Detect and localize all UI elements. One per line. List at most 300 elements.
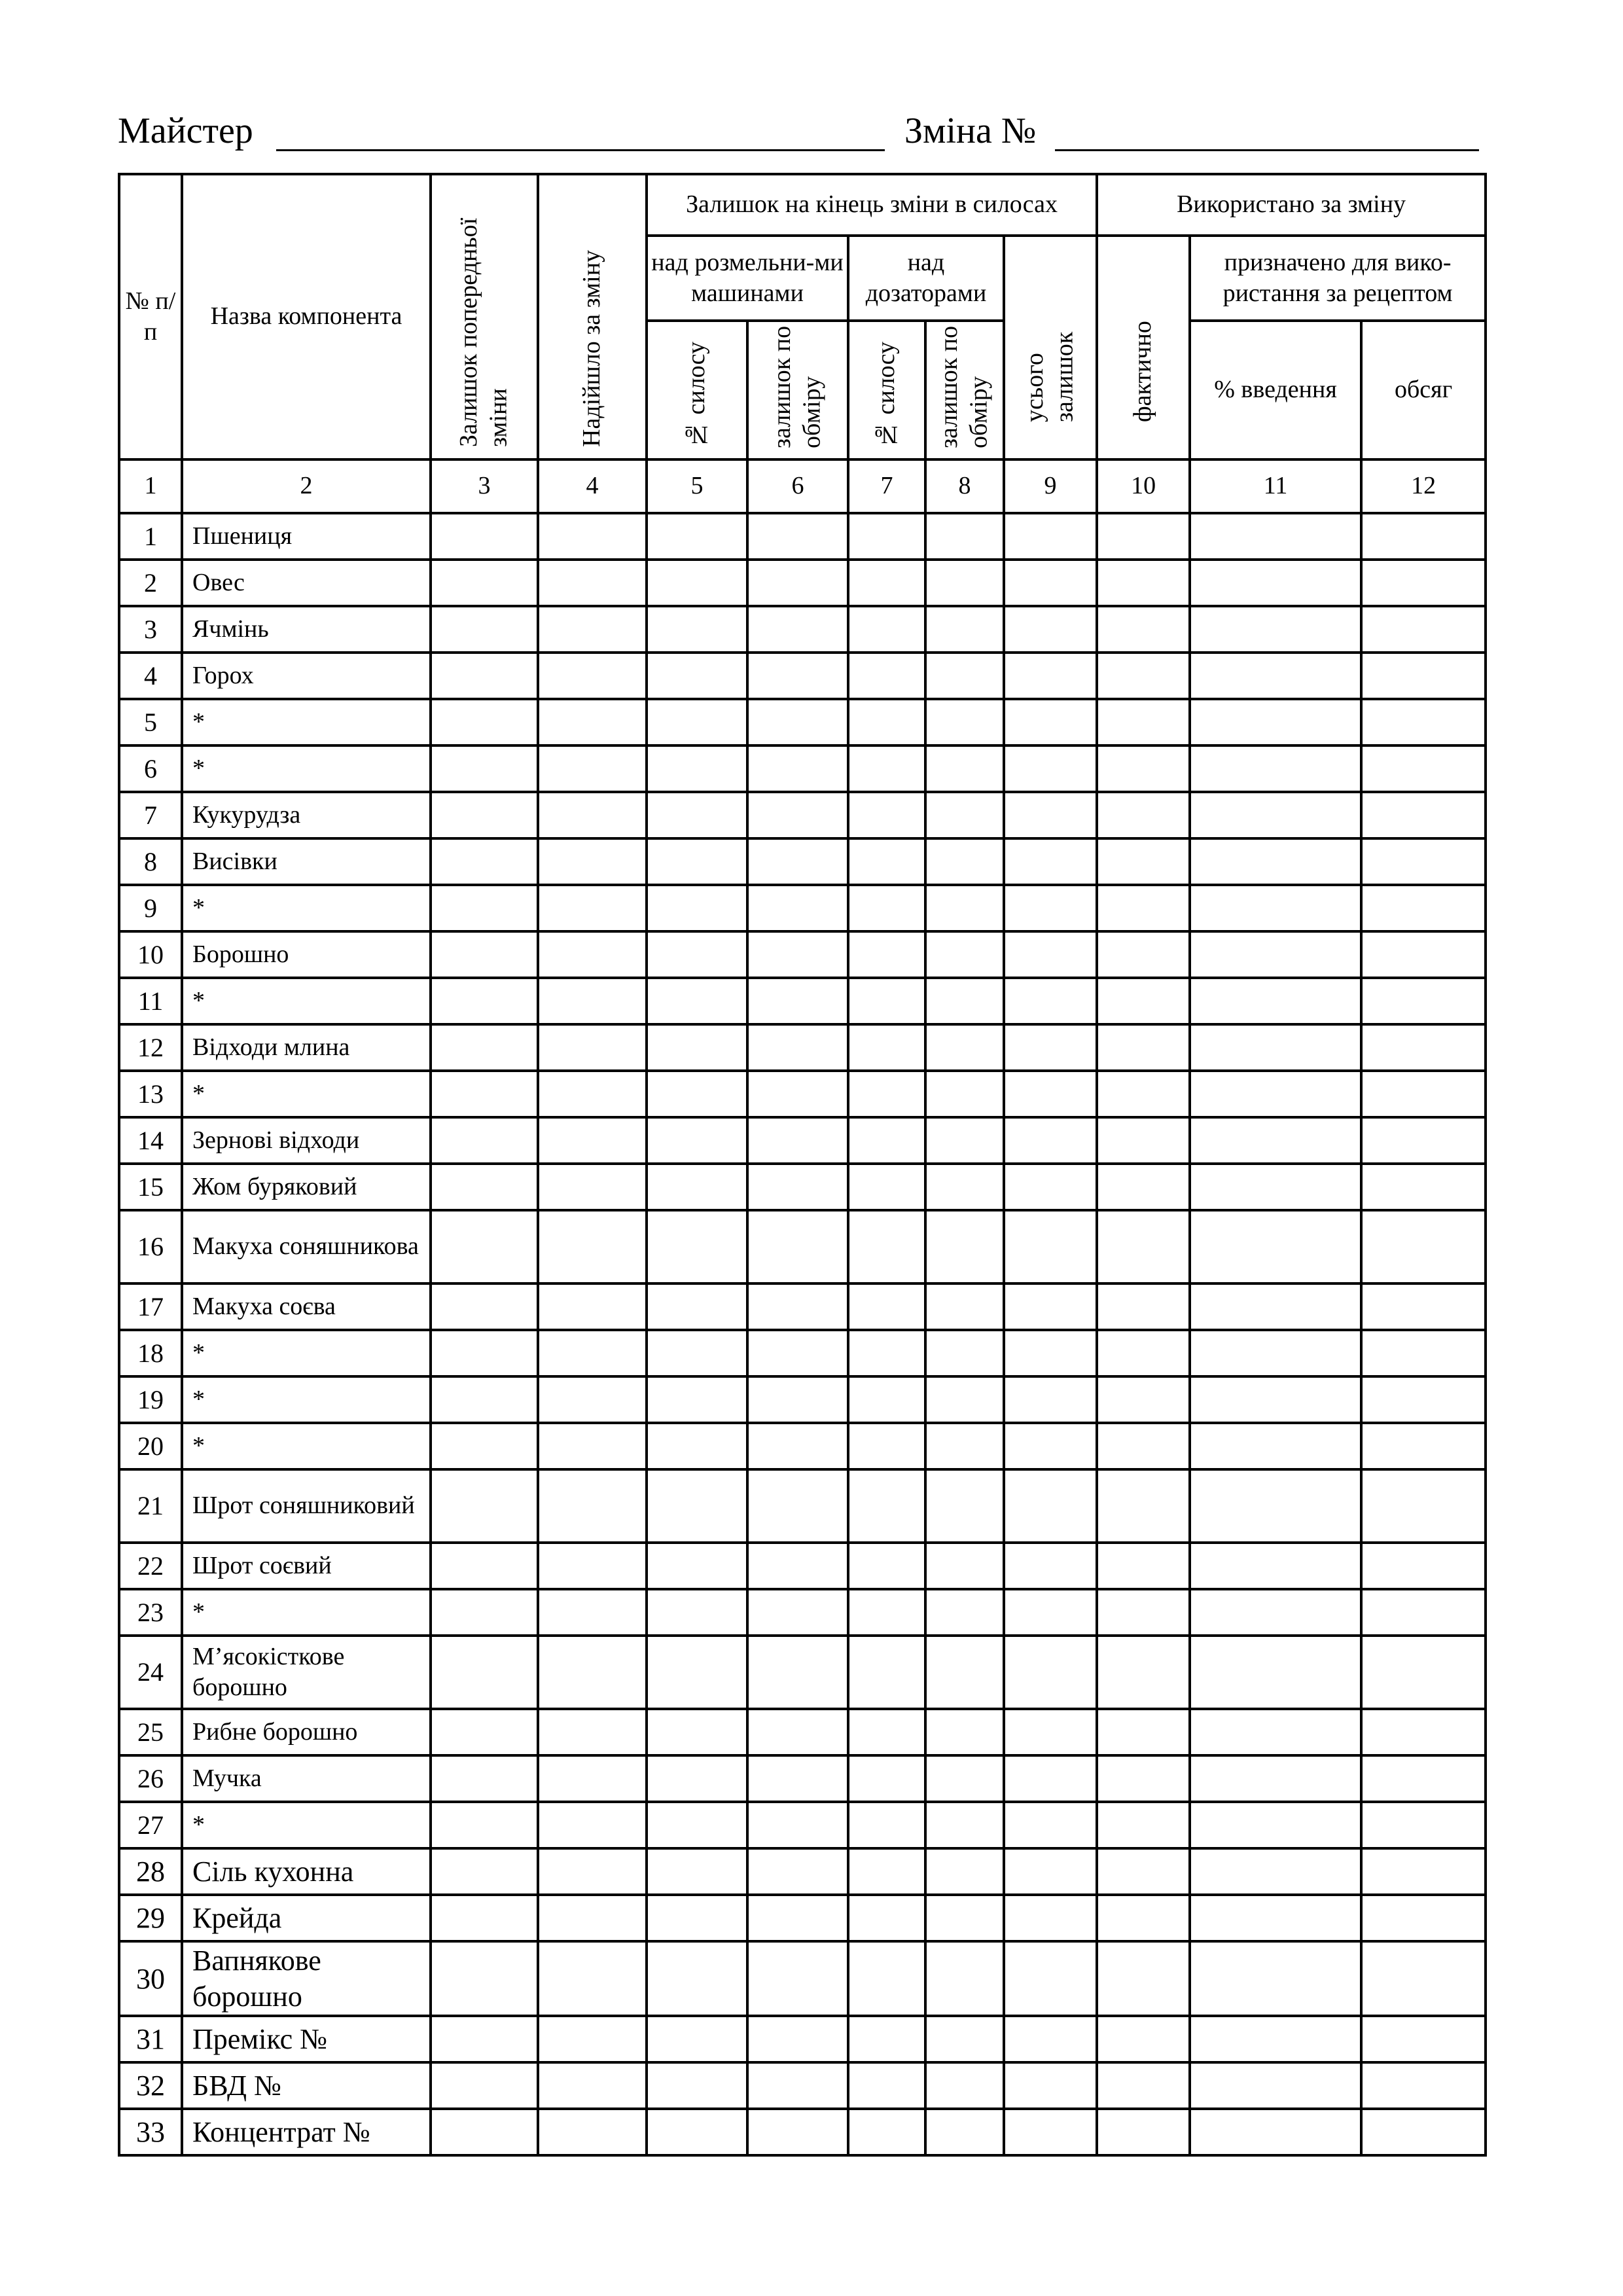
entry-cell[interactable] bbox=[1004, 1024, 1097, 1071]
entry-cell[interactable] bbox=[1097, 1848, 1190, 1895]
entry-cell[interactable] bbox=[925, 1071, 1004, 1117]
entry-cell[interactable] bbox=[538, 1543, 647, 1589]
entry-cell[interactable] bbox=[1361, 1423, 1486, 1469]
entry-cell[interactable] bbox=[1361, 1709, 1486, 1755]
entry-cell[interactable] bbox=[647, 1024, 747, 1071]
entry-cell[interactable] bbox=[1361, 2109, 1486, 2155]
entry-cell[interactable] bbox=[1190, 1330, 1361, 1376]
entry-cell[interactable] bbox=[1097, 745, 1190, 792]
entry-cell[interactable] bbox=[538, 1330, 647, 1376]
entry-cell[interactable] bbox=[1004, 1895, 1097, 1941]
entry-cell[interactable] bbox=[1190, 1895, 1361, 1941]
entry-cell[interactable] bbox=[1190, 838, 1361, 885]
entry-cell[interactable] bbox=[1004, 1376, 1097, 1423]
entry-cell[interactable] bbox=[925, 1164, 1004, 1210]
entry-cell[interactable] bbox=[1361, 792, 1486, 838]
entry-cell[interactable] bbox=[538, 1755, 647, 1802]
entry-cell[interactable] bbox=[647, 1636, 747, 1709]
master-name-field[interactable] bbox=[276, 149, 885, 151]
entry-cell[interactable] bbox=[848, 792, 925, 838]
entry-cell[interactable] bbox=[1097, 1636, 1190, 1709]
entry-cell[interactable] bbox=[1004, 1848, 1097, 1895]
entry-cell[interactable] bbox=[747, 931, 848, 978]
entry-cell[interactable] bbox=[647, 1283, 747, 1330]
entry-cell[interactable] bbox=[538, 653, 647, 699]
entry-cell[interactable] bbox=[1361, 1755, 1486, 1802]
entry-cell[interactable] bbox=[747, 1071, 848, 1117]
entry-cell[interactable] bbox=[647, 1543, 747, 1589]
entry-cell[interactable] bbox=[431, 1589, 538, 1636]
entry-cell[interactable] bbox=[647, 1895, 747, 1941]
entry-cell[interactable] bbox=[1190, 1802, 1361, 1848]
entry-cell[interactable] bbox=[431, 1636, 538, 1709]
entry-cell[interactable] bbox=[848, 2062, 925, 2109]
entry-cell[interactable] bbox=[848, 1636, 925, 1709]
entry-cell[interactable] bbox=[647, 1469, 747, 1543]
entry-cell[interactable] bbox=[925, 1755, 1004, 1802]
entry-cell[interactable] bbox=[1097, 606, 1190, 653]
entry-cell[interactable] bbox=[431, 1469, 538, 1543]
entry-cell[interactable] bbox=[1190, 1117, 1361, 1164]
entry-cell[interactable] bbox=[1361, 745, 1486, 792]
entry-cell[interactable] bbox=[747, 699, 848, 745]
entry-cell[interactable] bbox=[925, 978, 1004, 1024]
entry-cell[interactable] bbox=[925, 1210, 1004, 1283]
entry-cell[interactable] bbox=[1361, 1636, 1486, 1709]
entry-cell[interactable] bbox=[925, 931, 1004, 978]
entry-cell[interactable] bbox=[431, 653, 538, 699]
entry-cell[interactable] bbox=[1004, 606, 1097, 653]
entry-cell[interactable] bbox=[848, 931, 925, 978]
entry-cell[interactable] bbox=[1004, 1941, 1097, 2016]
entry-cell[interactable] bbox=[431, 978, 538, 1024]
entry-cell[interactable] bbox=[925, 1543, 1004, 1589]
entry-cell[interactable] bbox=[1190, 1589, 1361, 1636]
entry-cell[interactable] bbox=[1190, 1423, 1361, 1469]
entry-cell[interactable] bbox=[1190, 2109, 1361, 2155]
entry-cell[interactable] bbox=[848, 1895, 925, 1941]
entry-cell[interactable] bbox=[538, 838, 647, 885]
entry-cell[interactable] bbox=[431, 931, 538, 978]
entry-cell[interactable] bbox=[1097, 1210, 1190, 1283]
entry-cell[interactable] bbox=[1004, 1636, 1097, 1709]
entry-cell[interactable] bbox=[1097, 1895, 1190, 1941]
entry-cell[interactable] bbox=[1190, 1469, 1361, 1543]
entry-cell[interactable] bbox=[538, 1283, 647, 1330]
entry-cell[interactable] bbox=[747, 606, 848, 653]
entry-cell[interactable] bbox=[538, 1589, 647, 1636]
entry-cell[interactable] bbox=[647, 931, 747, 978]
entry-cell[interactable] bbox=[1004, 1802, 1097, 1848]
entry-cell[interactable] bbox=[431, 2016, 538, 2062]
entry-cell[interactable] bbox=[1097, 1589, 1190, 1636]
entry-cell[interactable] bbox=[1190, 1941, 1361, 2016]
entry-cell[interactable] bbox=[925, 1941, 1004, 2016]
entry-cell[interactable] bbox=[431, 1848, 538, 1895]
entry-cell[interactable] bbox=[747, 1848, 848, 1895]
entry-cell[interactable] bbox=[431, 1283, 538, 1330]
entry-cell[interactable] bbox=[1004, 560, 1097, 606]
entry-cell[interactable] bbox=[925, 2062, 1004, 2109]
entry-cell[interactable] bbox=[647, 978, 747, 1024]
entry-cell[interactable] bbox=[538, 1071, 647, 1117]
entry-cell[interactable] bbox=[925, 1117, 1004, 1164]
entry-cell[interactable] bbox=[1361, 838, 1486, 885]
entry-cell[interactable] bbox=[747, 978, 848, 1024]
entry-cell[interactable] bbox=[925, 699, 1004, 745]
entry-cell[interactable] bbox=[747, 2016, 848, 2062]
entry-cell[interactable] bbox=[1361, 699, 1486, 745]
entry-cell[interactable] bbox=[848, 1283, 925, 1330]
entry-cell[interactable] bbox=[747, 1636, 848, 1709]
entry-cell[interactable] bbox=[1004, 931, 1097, 978]
entry-cell[interactable] bbox=[431, 1330, 538, 1376]
entry-cell[interactable] bbox=[1361, 1024, 1486, 1071]
entry-cell[interactable] bbox=[431, 1210, 538, 1283]
entry-cell[interactable] bbox=[925, 1589, 1004, 1636]
entry-cell[interactable] bbox=[747, 1024, 848, 1071]
entry-cell[interactable] bbox=[925, 1330, 1004, 1376]
entry-cell[interactable] bbox=[747, 2062, 848, 2109]
entry-cell[interactable] bbox=[538, 1423, 647, 1469]
entry-cell[interactable] bbox=[747, 745, 848, 792]
entry-cell[interactable] bbox=[538, 2062, 647, 2109]
entry-cell[interactable] bbox=[925, 606, 1004, 653]
entry-cell[interactable] bbox=[647, 560, 747, 606]
entry-cell[interactable] bbox=[647, 2016, 747, 2062]
entry-cell[interactable] bbox=[1097, 978, 1190, 1024]
entry-cell[interactable] bbox=[747, 1709, 848, 1755]
entry-cell[interactable] bbox=[848, 838, 925, 885]
entry-cell[interactable] bbox=[1097, 1376, 1190, 1423]
entry-cell[interactable] bbox=[1097, 1543, 1190, 1589]
entry-cell[interactable] bbox=[647, 1376, 747, 1423]
entry-cell[interactable] bbox=[1004, 1210, 1097, 1283]
entry-cell[interactable] bbox=[848, 560, 925, 606]
entry-cell[interactable] bbox=[647, 838, 747, 885]
entry-cell[interactable] bbox=[538, 745, 647, 792]
entry-cell[interactable] bbox=[538, 699, 647, 745]
entry-cell[interactable] bbox=[647, 1071, 747, 1117]
entry-cell[interactable] bbox=[747, 1423, 848, 1469]
entry-cell[interactable] bbox=[431, 1376, 538, 1423]
entry-cell[interactable] bbox=[747, 1469, 848, 1543]
entry-cell[interactable] bbox=[848, 1071, 925, 1117]
entry-cell[interactable] bbox=[848, 1802, 925, 1848]
entry-cell[interactable] bbox=[538, 560, 647, 606]
entry-cell[interactable] bbox=[1190, 606, 1361, 653]
entry-cell[interactable] bbox=[1004, 1543, 1097, 1589]
entry-cell[interactable] bbox=[1361, 1164, 1486, 1210]
entry-cell[interactable] bbox=[925, 513, 1004, 560]
entry-cell[interactable] bbox=[431, 1117, 538, 1164]
entry-cell[interactable] bbox=[538, 1024, 647, 1071]
entry-cell[interactable] bbox=[1097, 699, 1190, 745]
entry-cell[interactable] bbox=[1190, 1164, 1361, 1210]
entry-cell[interactable] bbox=[1190, 1755, 1361, 1802]
entry-cell[interactable] bbox=[848, 606, 925, 653]
entry-cell[interactable] bbox=[431, 745, 538, 792]
entry-cell[interactable] bbox=[848, 699, 925, 745]
entry-cell[interactable] bbox=[1097, 2016, 1190, 2062]
entry-cell[interactable] bbox=[431, 2062, 538, 2109]
entry-cell[interactable] bbox=[848, 978, 925, 1024]
entry-cell[interactable] bbox=[747, 885, 848, 931]
entry-cell[interactable] bbox=[1004, 885, 1097, 931]
entry-cell[interactable] bbox=[925, 1376, 1004, 1423]
entry-cell[interactable] bbox=[1004, 1071, 1097, 1117]
entry-cell[interactable] bbox=[848, 1848, 925, 1895]
entry-cell[interactable] bbox=[1361, 1802, 1486, 1848]
entry-cell[interactable] bbox=[747, 1895, 848, 1941]
entry-cell[interactable] bbox=[1004, 745, 1097, 792]
entry-cell[interactable] bbox=[1190, 792, 1361, 838]
entry-cell[interactable] bbox=[538, 1848, 647, 1895]
entry-cell[interactable] bbox=[848, 1709, 925, 1755]
entry-cell[interactable] bbox=[1004, 792, 1097, 838]
entry-cell[interactable] bbox=[925, 1469, 1004, 1543]
entry-cell[interactable] bbox=[1361, 653, 1486, 699]
entry-cell[interactable] bbox=[1190, 1543, 1361, 1589]
entry-cell[interactable] bbox=[1004, 1589, 1097, 1636]
entry-cell[interactable] bbox=[747, 838, 848, 885]
entry-cell[interactable] bbox=[1361, 931, 1486, 978]
entry-cell[interactable] bbox=[848, 1164, 925, 1210]
entry-cell[interactable] bbox=[1097, 560, 1190, 606]
entry-cell[interactable] bbox=[647, 1755, 747, 1802]
entry-cell[interactable] bbox=[1361, 1071, 1486, 1117]
entry-cell[interactable] bbox=[647, 1423, 747, 1469]
entry-cell[interactable] bbox=[747, 1376, 848, 1423]
entry-cell[interactable] bbox=[925, 1802, 1004, 1848]
entry-cell[interactable] bbox=[538, 931, 647, 978]
entry-cell[interactable] bbox=[848, 1376, 925, 1423]
entry-cell[interactable] bbox=[1004, 1283, 1097, 1330]
entry-cell[interactable] bbox=[1097, 653, 1190, 699]
entry-cell[interactable] bbox=[431, 2109, 538, 2155]
entry-cell[interactable] bbox=[848, 513, 925, 560]
entry-cell[interactable] bbox=[925, 2109, 1004, 2155]
entry-cell[interactable] bbox=[747, 513, 848, 560]
entry-cell[interactable] bbox=[1097, 1117, 1190, 1164]
entry-cell[interactable] bbox=[1004, 1709, 1097, 1755]
entry-cell[interactable] bbox=[1004, 1164, 1097, 1210]
entry-cell[interactable] bbox=[925, 1709, 1004, 1755]
shift-number-field[interactable] bbox=[1055, 149, 1479, 151]
entry-cell[interactable] bbox=[647, 1848, 747, 1895]
entry-cell[interactable] bbox=[848, 1423, 925, 1469]
entry-cell[interactable] bbox=[848, 653, 925, 699]
entry-cell[interactable] bbox=[925, 2016, 1004, 2062]
entry-cell[interactable] bbox=[747, 653, 848, 699]
entry-cell[interactable] bbox=[431, 1941, 538, 2016]
entry-cell[interactable] bbox=[431, 1164, 538, 1210]
entry-cell[interactable] bbox=[925, 792, 1004, 838]
entry-cell[interactable] bbox=[647, 513, 747, 560]
entry-cell[interactable] bbox=[431, 1709, 538, 1755]
entry-cell[interactable] bbox=[747, 1755, 848, 1802]
entry-cell[interactable] bbox=[431, 885, 538, 931]
entry-cell[interactable] bbox=[1190, 2062, 1361, 2109]
entry-cell[interactable] bbox=[747, 1802, 848, 1848]
entry-cell[interactable] bbox=[647, 1164, 747, 1210]
entry-cell[interactable] bbox=[1004, 653, 1097, 699]
entry-cell[interactable] bbox=[747, 1941, 848, 2016]
entry-cell[interactable] bbox=[1097, 2062, 1190, 2109]
entry-cell[interactable] bbox=[538, 1802, 647, 1848]
entry-cell[interactable] bbox=[1004, 2109, 1097, 2155]
entry-cell[interactable] bbox=[747, 1330, 848, 1376]
entry-cell[interactable] bbox=[647, 1589, 747, 1636]
entry-cell[interactable] bbox=[1004, 1469, 1097, 1543]
entry-cell[interactable] bbox=[1190, 2016, 1361, 2062]
entry-cell[interactable] bbox=[848, 1024, 925, 1071]
entry-cell[interactable] bbox=[1097, 931, 1190, 978]
entry-cell[interactable] bbox=[1190, 1283, 1361, 1330]
entry-cell[interactable] bbox=[431, 1895, 538, 1941]
entry-cell[interactable] bbox=[1190, 1376, 1361, 1423]
entry-cell[interactable] bbox=[1190, 885, 1361, 931]
entry-cell[interactable] bbox=[538, 978, 647, 1024]
entry-cell[interactable] bbox=[538, 513, 647, 560]
entry-cell[interactable] bbox=[1097, 1469, 1190, 1543]
entry-cell[interactable] bbox=[431, 606, 538, 653]
entry-cell[interactable] bbox=[1190, 560, 1361, 606]
entry-cell[interactable] bbox=[848, 2109, 925, 2155]
entry-cell[interactable] bbox=[848, 2016, 925, 2062]
entry-cell[interactable] bbox=[431, 1423, 538, 1469]
entry-cell[interactable] bbox=[647, 885, 747, 931]
entry-cell[interactable] bbox=[925, 653, 1004, 699]
entry-cell[interactable] bbox=[538, 1164, 647, 1210]
entry-cell[interactable] bbox=[1004, 978, 1097, 1024]
entry-cell[interactable] bbox=[1097, 2109, 1190, 2155]
entry-cell[interactable] bbox=[1361, 1941, 1486, 2016]
entry-cell[interactable] bbox=[848, 1941, 925, 2016]
entry-cell[interactable] bbox=[647, 653, 747, 699]
entry-cell[interactable] bbox=[1190, 978, 1361, 1024]
entry-cell[interactable] bbox=[1361, 560, 1486, 606]
entry-cell[interactable] bbox=[538, 1469, 647, 1543]
entry-cell[interactable] bbox=[431, 1543, 538, 1589]
entry-cell[interactable] bbox=[538, 2016, 647, 2062]
entry-cell[interactable] bbox=[538, 1210, 647, 1283]
entry-cell[interactable] bbox=[1097, 1283, 1190, 1330]
entry-cell[interactable] bbox=[1004, 1755, 1097, 1802]
entry-cell[interactable] bbox=[647, 1802, 747, 1848]
entry-cell[interactable] bbox=[647, 745, 747, 792]
entry-cell[interactable] bbox=[925, 1024, 1004, 1071]
entry-cell[interactable] bbox=[1190, 745, 1361, 792]
entry-cell[interactable] bbox=[1097, 838, 1190, 885]
entry-cell[interactable] bbox=[1361, 2062, 1486, 2109]
entry-cell[interactable] bbox=[1190, 513, 1361, 560]
entry-cell[interactable] bbox=[538, 606, 647, 653]
entry-cell[interactable] bbox=[1361, 1848, 1486, 1895]
entry-cell[interactable] bbox=[848, 1117, 925, 1164]
entry-cell[interactable] bbox=[431, 838, 538, 885]
entry-cell[interactable] bbox=[431, 513, 538, 560]
entry-cell[interactable] bbox=[1097, 1164, 1190, 1210]
entry-cell[interactable] bbox=[747, 1543, 848, 1589]
entry-cell[interactable] bbox=[925, 1636, 1004, 1709]
entry-cell[interactable] bbox=[647, 606, 747, 653]
entry-cell[interactable] bbox=[1190, 653, 1361, 699]
entry-cell[interactable] bbox=[1361, 978, 1486, 1024]
entry-cell[interactable] bbox=[1361, 885, 1486, 931]
entry-cell[interactable] bbox=[431, 1071, 538, 1117]
entry-cell[interactable] bbox=[1361, 1283, 1486, 1330]
entry-cell[interactable] bbox=[1097, 1755, 1190, 1802]
entry-cell[interactable] bbox=[747, 560, 848, 606]
entry-cell[interactable] bbox=[848, 1543, 925, 1589]
entry-cell[interactable] bbox=[747, 2109, 848, 2155]
entry-cell[interactable] bbox=[538, 1709, 647, 1755]
entry-cell[interactable] bbox=[1097, 1071, 1190, 1117]
entry-cell[interactable] bbox=[747, 1210, 848, 1283]
entry-cell[interactable] bbox=[431, 560, 538, 606]
entry-cell[interactable] bbox=[1004, 699, 1097, 745]
entry-cell[interactable] bbox=[1190, 1024, 1361, 1071]
entry-cell[interactable] bbox=[1361, 1895, 1486, 1941]
entry-cell[interactable] bbox=[1361, 1543, 1486, 1589]
entry-cell[interactable] bbox=[848, 1210, 925, 1283]
entry-cell[interactable] bbox=[1097, 1941, 1190, 2016]
entry-cell[interactable] bbox=[747, 1589, 848, 1636]
entry-cell[interactable] bbox=[538, 2109, 647, 2155]
entry-cell[interactable] bbox=[925, 838, 1004, 885]
entry-cell[interactable] bbox=[1004, 513, 1097, 560]
entry-cell[interactable] bbox=[1190, 699, 1361, 745]
entry-cell[interactable] bbox=[1004, 2062, 1097, 2109]
entry-cell[interactable] bbox=[538, 1895, 647, 1941]
entry-cell[interactable] bbox=[538, 1117, 647, 1164]
entry-cell[interactable] bbox=[747, 792, 848, 838]
entry-cell[interactable] bbox=[925, 745, 1004, 792]
entry-cell[interactable] bbox=[431, 792, 538, 838]
entry-cell[interactable] bbox=[925, 560, 1004, 606]
entry-cell[interactable] bbox=[1190, 1071, 1361, 1117]
entry-cell[interactable] bbox=[848, 1755, 925, 1802]
entry-cell[interactable] bbox=[1361, 513, 1486, 560]
entry-cell[interactable] bbox=[647, 1709, 747, 1755]
entry-cell[interactable] bbox=[1004, 838, 1097, 885]
entry-cell[interactable] bbox=[1190, 931, 1361, 978]
entry-cell[interactable] bbox=[1004, 2016, 1097, 2062]
entry-cell[interactable] bbox=[1361, 606, 1486, 653]
entry-cell[interactable] bbox=[647, 1941, 747, 2016]
entry-cell[interactable] bbox=[647, 792, 747, 838]
entry-cell[interactable] bbox=[848, 1589, 925, 1636]
entry-cell[interactable] bbox=[925, 1423, 1004, 1469]
entry-cell[interactable] bbox=[647, 1210, 747, 1283]
entry-cell[interactable] bbox=[925, 1283, 1004, 1330]
entry-cell[interactable] bbox=[647, 1330, 747, 1376]
entry-cell[interactable] bbox=[1361, 1117, 1486, 1164]
entry-cell[interactable] bbox=[747, 1117, 848, 1164]
entry-cell[interactable] bbox=[1097, 1330, 1190, 1376]
entry-cell[interactable] bbox=[1097, 1709, 1190, 1755]
entry-cell[interactable] bbox=[647, 699, 747, 745]
entry-cell[interactable] bbox=[538, 792, 647, 838]
entry-cell[interactable] bbox=[538, 1941, 647, 2016]
entry-cell[interactable] bbox=[431, 1755, 538, 1802]
entry-cell[interactable] bbox=[538, 1376, 647, 1423]
entry-cell[interactable] bbox=[1097, 1802, 1190, 1848]
entry-cell[interactable] bbox=[1097, 1024, 1190, 1071]
entry-cell[interactable] bbox=[1361, 1589, 1486, 1636]
entry-cell[interactable] bbox=[848, 1330, 925, 1376]
